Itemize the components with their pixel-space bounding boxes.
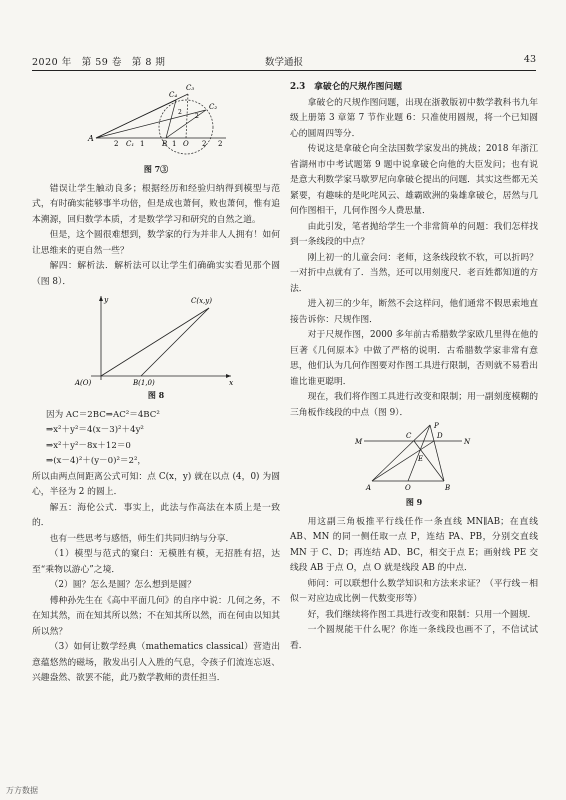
fig8-label-x: x [229,378,234,386]
fig7-label-c4: C₄ [169,91,178,99]
left-paragraph: 解四：解析法．解析法可以让学生们确确实实看见那个圆（图 8）． [32,261,280,287]
fig7-label-2o: 2 [202,140,207,148]
figure-8-caption: 图 8 [147,390,165,400]
right-paragraph: 师问：可以联想什么数学知识和方法来求证？（平行线－相似－对应边成比例－代数变形等） [290,578,538,604]
fig7-label-1b: 1 [172,140,177,148]
right-paragraph: 好，我们继续将作图工具进行改变和限制：只用一个圆规． [307,609,537,620]
left-paragraph: 解五：海伦公式．事实上，此法与作高法在本质上是一致的． [32,502,280,528]
figure-8-diagram [71,290,241,386]
fig8-segment-bc [141,308,209,376]
fig7-line-c3o [186,94,188,138]
page-number: 43 [523,54,536,65]
fig8-y-arrow [99,296,103,301]
left-paragraph: 错误让学生触动良多；根据经历和经验归纳得到模型与范式，有时确实能够事半功倍，但是成也萧何，败也萧何，惟有追本溯源，回归数学本质，才是数学学习和研究的自然之道。 [32,183,280,225]
figure-9 [290,421,538,493]
equation-line: ⇒x²＋y²＝4(x－3)²＋4y² [46,425,144,435]
equation-line: 因为 AC＝2BC⇒AC²＝4BC² [46,409,160,420]
equation-line: ⇒x²＋y²－8x＋12＝0 [46,440,131,451]
fig9-label-b: B [445,484,451,492]
fig9-label-d: D [437,432,443,440]
right-paragraph: 现在，我们将作图工具进行改变和限制；用一副刻度模糊的三角板作线段的中点（图 9）． [290,392,538,418]
right-paragraph: 一个圆规能干什么呢？你连一条线段也画不了，不信试试看． [290,625,538,651]
equation-line: ⇒(x－4)²＋(y－0)²＝2²， [46,456,147,466]
right-paragraph: 由此引发，笔者抛给学生一个非常简单的问题：我们怎样找到一条线段的中点？ [290,221,538,247]
right-column [290,80,538,654]
fig8-label-y: y [104,295,109,304]
section-heading: 2.3 拿破仑的尺规作图问题 [290,82,403,92]
figure-9-diagram [344,421,484,493]
left-paragraph: 所以由两点间距离公式可知：点 C(x，y) 就在以点 (4，0) 为圆心，半径为 2 的圆上． [32,471,280,497]
watermark: 万方数据 [6,786,38,795]
fig7-label-2c: 2 [195,113,199,120]
left-paragraph: （2）圆？怎么是圆？怎么想到是圆？ [49,580,196,590]
right-paragraph: 传说这是拿破仑向全法国数学家发出的挑战；2018 年浙江省湖州市中考试题第 9 题中说拿破仑向他的大臣发问；也有说是意大利数学家马歇罗尼向拿破仑提出的问题．其实这些都无关紧要，有趣味的是叱咤风云、雄霸欧洲的枭雄拿破仑，居然与几何作图相干，几何作图今人费思量． [290,144,538,216]
fig9-line-pa [372,425,430,481]
journal-issue: 2020 年 第 59 卷 第 8 期 [32,57,166,68]
figure-7-diagram [56,80,256,160]
fig9-line-ad [372,441,434,481]
fig7-line-ac2 [96,110,206,138]
journal-title: 数学通报 [264,57,303,68]
fig9-label-c: C [406,432,412,440]
right-paragraph: 拿破仑的尺规作图问题，出现在浙教版初中数学教科书九年级上册第 3 章第 7 节作业题 6：只准使用圆规，将一个已知圆心的圆周四等分． [290,97,538,139]
left-paragraph: 但是，这个圆很难想到，数学家的行为并非人人拥有！如何让思维来的更自然一些？ [32,230,280,256]
fig7-label-a: A [88,134,94,143]
right-paragraph: 刚上初一的儿童会问：老师，这条线段软不软，可以折吗？一对折中点就有了．当然，还可以用刻度尺．老百姓都知道的方法． [290,252,538,294]
fig7-label-c3: C₃ [186,84,195,92]
fig8-label-c: C(x,y) [191,297,212,305]
fig7-label-b: B [162,140,168,148]
left-paragraph: （1）模型与范式的窠臼：无模胜有模，无招胜有招，达至“乘物以游心”之境． [32,549,280,575]
fig7-label-1: 1 [140,140,145,148]
left-paragraph: 也有一些思考与感悟，师生们共同归纳与分享． [49,533,235,544]
figure-7-caption: 图 7③ [143,164,169,174]
fig7-label-2b: 2 [178,109,182,116]
fig7-label-2d: 2 [218,140,223,148]
left-paragraph: 傅种孙先生在《高中平面几何》的自序中说：几何之务，不在知其然，而在知其所以然；不在知其所以然，而在何由以知其所以然？ [32,595,280,637]
figure-9-caption: 图 9 [405,497,423,507]
fig7-label-o: O [183,140,189,148]
fig9-label-e: E [418,455,424,463]
fig9-label-a: A [366,484,372,492]
left-paragraph: （3）如何让数学经典（mathematics classical）营造出意蕴悠然的磁场，散发出引人入胜的气息，令孩子们流连忘返、兴趣盎然、欲罢不能，此乃数学教师的责任担当． [32,642,280,683]
figure-8 [32,290,280,386]
running-header [32,54,536,70]
left-column [32,80,280,687]
right-paragraph: 进入初三的少年，断然不会这样问，他们通常不假思索地直接告诉你：尺规作图． [290,299,538,325]
fig8-label-b: B(1,0) [133,379,155,386]
fig9-label-p: P [434,422,439,430]
fig7-label-c2: C₂ [209,103,218,111]
figure-7 [32,80,280,160]
fig8-label-a: A(O) [75,379,92,386]
fig7-line-ac3 [96,94,188,138]
fig7-label-2a: 2 [114,140,119,148]
fig7-label-c1: C₁ [126,140,135,148]
right-paragraph: 用这副三角板推平行线任作一条直线 MN∥AB；在直线 AB、MN 的同一侧任取一点 P，连结 PA、PB，分别交直线 MN 于 C、D；再连结 AD、BC，相交于点 E；画射线 PE 交线段 AB 于点 O，点 O 就是线段 AB 的中点． [290,516,538,573]
fig9-label-m: M [355,438,363,446]
right-paragraph: 对于尺规作图，2000 多年前古希腊数学家欧几里得在他的巨著《几何原本》中做了严格的说明．古希腊数学家非常有意思，他们认为几何作图要对作图工具进行限制，否则就不易看出谁比谁更聪明． [290,330,538,387]
fig8-segment-ac [101,308,209,376]
fig9-label-o: O [405,484,411,492]
fig9-label-n: N [464,438,471,446]
header-rule [32,70,536,71]
